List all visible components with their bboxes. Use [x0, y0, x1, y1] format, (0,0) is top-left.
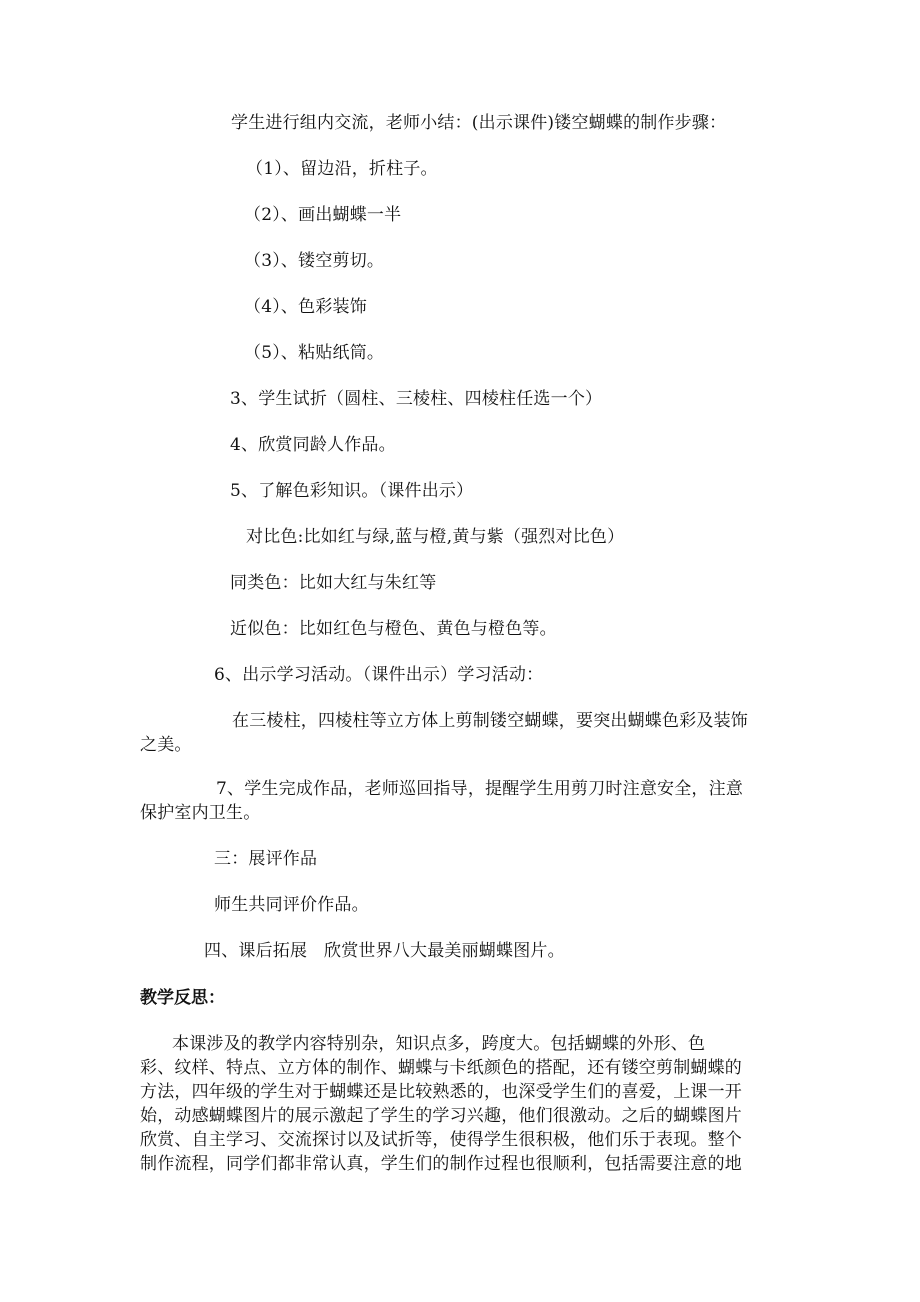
section-3-heading: 三：展评作品 [214, 849, 318, 869]
contrast-color-line: 对比色:比如红与绿,蓝与橙,黄与紫（强烈对比色） [246, 527, 625, 547]
reflection-line-2: 彩、纹样、特点、立方体的制作、蝴蝶与卡纸颜色的搭配，还有镂空剪制蝴蝶的 [140, 1058, 742, 1078]
summary-line: 学生进行组内交流，老师小结：(出示课件)镂空蝴蝶的制作步骤： [231, 113, 727, 133]
approx-color-line: 近似色：比如红色与橙色、黄色与橙色等。 [230, 619, 557, 639]
reflection-line-1: 本课涉及的教学内容特别杂，知识点多，跨度大。包括蝴蝶的外形、色 [172, 1034, 706, 1054]
item-3: 3、学生试折（圆柱、三棱柱、四棱柱任选一个） [230, 389, 603, 409]
reflection-heading: 教学反思： [140, 988, 225, 1008]
step-1: （1）、留边沿，折柱子。 [246, 159, 438, 179]
section-3-text: 师生共同评价作品。 [214, 895, 369, 915]
similar-color-line: 同类色：比如大红与朱红等 [230, 573, 437, 593]
reflection-line-3: 方法，四年级的学生对于蝴蝶还是比较熟悉的，也深受学生们的喜爱，上课一开 [140, 1082, 742, 1102]
activity-line-1: 在三棱柱，四棱柱等立方体上剪制镂空蝴蝶，要突出蝴蝶色彩及装饰 [232, 711, 748, 731]
item-7-line-2: 保护室内卫生。 [140, 803, 261, 823]
step-2: （2）、画出蝴蝶一半 [244, 205, 402, 225]
reflection-line-5: 欣赏、自主学习、交流探讨以及试折等，使得学生很积极，他们乐于表现。整个 [140, 1130, 742, 1150]
item-6: 6、出示学习活动。（课件出示）学习活动： [214, 665, 544, 685]
section-4-line: 四、课后拓展 欣赏世界八大最美丽蝴蝶图片。 [204, 941, 565, 961]
step-3: （3）、镂空剪切。 [244, 251, 385, 271]
item-5: 5、了解色彩知识。（课件出示） [230, 481, 474, 501]
step-5: （5）、粘贴纸筒。 [244, 343, 385, 363]
reflection-line-6: 制作流程，同学们都非常认真，学生们的制作过程也很顺利，包括需要注意的地 [140, 1154, 742, 1174]
step-4: （4）、色彩装饰 [244, 297, 367, 317]
item-4: 4、欣赏同龄人作品。 [230, 435, 396, 455]
item-7-line-1: 7、学生完成作品，老师巡回指导，提醒学生用剪刀时注意安全，注意 [216, 779, 744, 799]
activity-line-2: 之美。 [140, 735, 192, 755]
reflection-line-4: 始，动感蝴蝶图片的展示激起了学生的学习兴趣，他们很激动。之后的蝴蝶图片 [140, 1106, 742, 1126]
